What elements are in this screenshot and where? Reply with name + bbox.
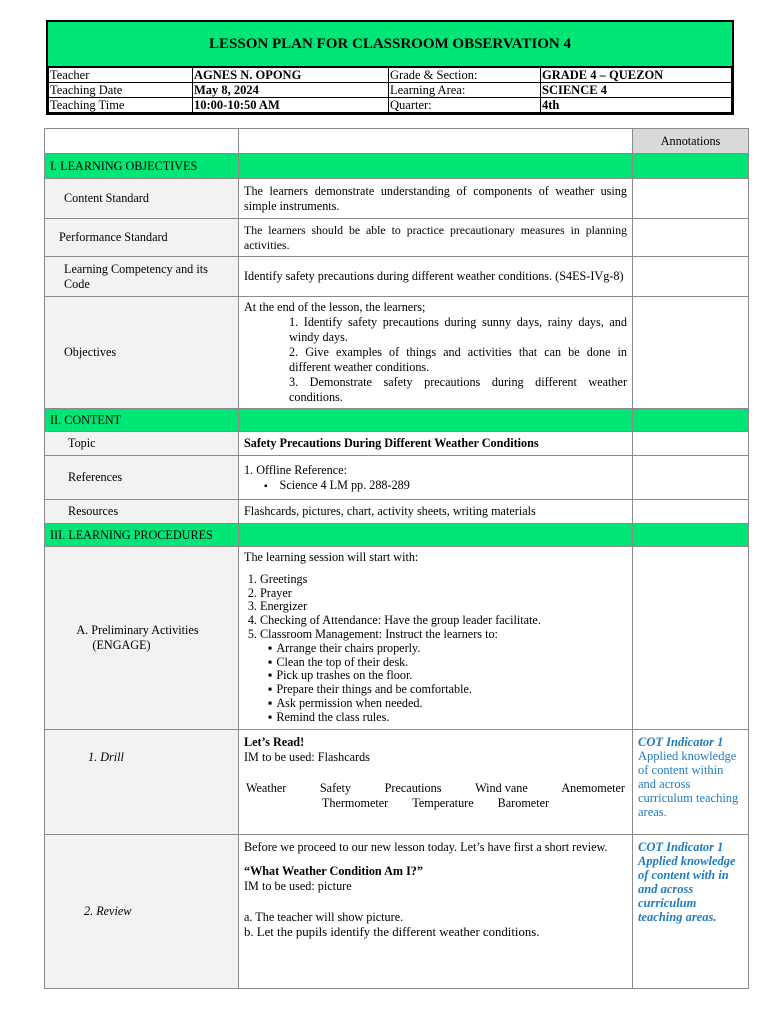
flashcard-word: Anemometer — [561, 781, 625, 795]
row-text: The learners should be able to practice precautionary measures in planning activities. — [239, 219, 633, 257]
list-item: 4. Checking of Attendance: Have the group leader facilitate. — [260, 614, 627, 628]
review-heading: “What Weather Condition Am I?” — [244, 864, 423, 878]
row-label: Content Standard — [64, 191, 149, 205]
row-label: Resources — [68, 504, 119, 518]
row-label: (ENGAGE) — [92, 638, 151, 652]
annotation-title: COT Indicator 1 — [638, 735, 724, 749]
row-label: Learning Competency and its Code — [64, 261, 208, 291]
header-label: Quarter: — [389, 98, 541, 113]
reference-line: 1. Offline Reference: — [244, 462, 347, 477]
list-item: ▪ Prepare their things and be comfortable. — [268, 683, 627, 697]
row-label: References — [68, 470, 123, 484]
drill-heading: Let’s Read! — [244, 735, 305, 749]
list-item: ▪ Remind the class rules. — [268, 711, 627, 725]
header-value: SCIENCE 4 — [541, 83, 732, 98]
table-row — [45, 500, 749, 524]
flashcard-word: Thermometer — [321, 796, 389, 810]
section-title: II. CONTENT — [45, 409, 239, 432]
list-item: ▪ Clean the top of their desk. — [268, 656, 627, 670]
list-item: 1. Identify safety precautions during sunny days, rainy days, and windy days. — [289, 315, 627, 344]
lesson-plan-header — [46, 20, 734, 115]
flashcard-word: Temperature — [412, 796, 474, 810]
row-label: 1. Drill — [88, 750, 124, 764]
reference-list — [244, 478, 627, 493]
section-row — [45, 154, 749, 179]
row-label: Topic — [68, 436, 96, 450]
list-item: ▪ Science 4 LM pp. 288-289 — [264, 478, 627, 493]
flashcard-word: Weather — [246, 781, 287, 795]
header-row — [49, 98, 732, 113]
list-item: 2. Give examples of things and activities that can be done in different weather conditions. — [289, 345, 627, 374]
list-item: 1. Greetings — [260, 573, 627, 587]
header-label: Learning Area: — [389, 83, 541, 98]
flashcard-word: Precautions — [384, 781, 442, 795]
objectives-intro: At the end of the lesson, the learners; — [244, 300, 426, 314]
table-row — [45, 179, 749, 219]
table-row — [45, 432, 749, 456]
row-label: A. Preliminary Activities — [76, 623, 199, 637]
flashcard-word: Barometer — [497, 796, 550, 810]
classroom-management-list — [244, 642, 627, 725]
row-text: Identify safety precautions during different weather conditions. (S4ES-IVg-8) — [239, 257, 633, 297]
header-row — [49, 68, 732, 83]
row-text: The learners demonstrate understanding of components of weather using simple instruments. — [239, 179, 633, 219]
annotation — [633, 835, 749, 989]
header-value: GRADE 4 – QUEZON — [541, 68, 732, 83]
list-item: 3. Demonstrate safety precautions during different weather conditions. — [289, 375, 627, 404]
list-item: 3. Energizer — [260, 600, 627, 614]
header-info-table — [48, 67, 732, 113]
table-row — [45, 257, 749, 297]
table-row — [45, 456, 749, 500]
flashcard-words — [244, 796, 627, 811]
list-item: ▪ Arrange their chairs properly. — [268, 642, 627, 656]
annotation-title: COT Indicator 1 — [638, 840, 724, 854]
drill-im: IM to be used: Flashcards — [244, 750, 370, 764]
annotations-header: Annotations — [633, 129, 749, 154]
table-header-row — [45, 129, 749, 154]
table-row — [45, 730, 749, 835]
annotation-text: Applied knowledge of content within and across curriculum teaching areas. — [638, 749, 739, 819]
table-row — [45, 547, 749, 730]
table-row — [45, 297, 749, 409]
header-label: Teaching Date — [49, 83, 193, 98]
review-step: a. The teacher will show picture. — [244, 910, 404, 924]
table-row — [45, 219, 749, 257]
review-intro: Before we proceed to our new lesson today. Let’s have first a short review. — [244, 840, 608, 854]
annotation — [633, 730, 749, 835]
flashcard-word: Wind vane — [475, 781, 528, 795]
row-text: Safety Precautions During Different Weather Conditions — [239, 432, 633, 456]
header-value: May 8, 2024 — [193, 83, 389, 98]
header-label: Teacher — [49, 68, 193, 83]
review-im: IM to be used: picture — [244, 879, 352, 893]
row-label: Performance Standard — [59, 230, 168, 244]
flashcard-words — [244, 781, 627, 796]
header-row — [49, 83, 732, 98]
objectives-list — [244, 315, 627, 405]
preliminary-intro: The learning session will start with: — [244, 550, 419, 564]
table-row — [45, 835, 749, 989]
header-value: AGNES N. OPONG — [193, 68, 389, 83]
row-label: Objectives — [64, 345, 117, 359]
section-row — [45, 409, 749, 432]
row-label: 2. Review — [84, 904, 132, 918]
header-value: 4th — [541, 98, 732, 113]
list-item: ▪ Pick up trashes on the floor. — [268, 669, 627, 683]
preliminary-steps — [244, 573, 627, 642]
lesson-plan-table — [44, 128, 749, 989]
section-row — [45, 524, 749, 547]
section-title: III. LEARNING PROCEDURES — [45, 524, 239, 547]
review-step: b. Let the pupils identify the different weather conditions. — [244, 925, 540, 939]
list-item: 5. Classroom Management: Instruct the learners to: — [260, 628, 627, 642]
list-item: ▪ Ask permission when needed. — [268, 697, 627, 711]
page-title: LESSON PLAN FOR CLASSROOM OBSERVATION 4 — [48, 22, 732, 67]
section-title: I. LEARNING OBJECTIVES — [45, 154, 239, 179]
header-value: 10:00-10:50 AM — [193, 98, 389, 113]
list-item: 2. Prayer — [260, 587, 627, 601]
flashcard-word: Safety — [319, 781, 352, 795]
header-label: Grade & Section: — [389, 68, 541, 83]
row-text: Flashcards, pictures, chart, activity sheets, writing materials — [239, 500, 633, 524]
annotation-text: Applied knowledge of content with in and across curriculum teaching areas. — [638, 854, 736, 924]
header-label: Teaching Time — [49, 98, 193, 113]
